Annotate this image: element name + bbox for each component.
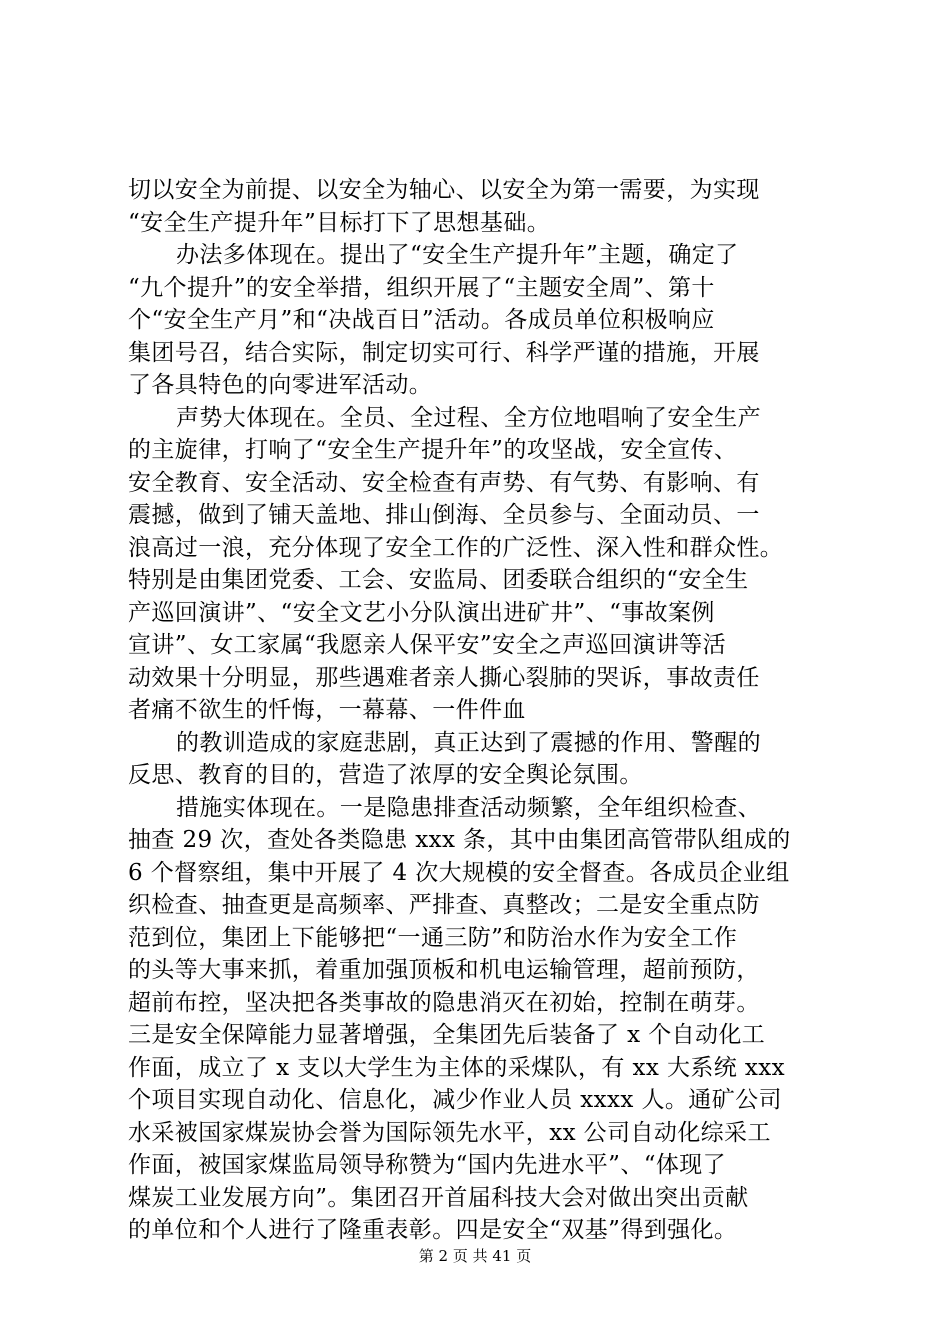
text-line: 动效果十分明显，那些遇难者亲人撕心裂肺的哭诉，事故责任 — [128, 664, 760, 691]
text-line: 抽查 29 次，查处各类隐患 xxx 条，其中由集团高管带队组成的 — [128, 827, 791, 853]
text-line: 煤炭工业发展方向”。集团召开首届科技大会对做出突出贡献 — [128, 1184, 749, 1211]
text-line: 产巡回演讲”、“安全文艺小分队演出进矿井”、“事故案例 — [128, 599, 715, 626]
text-line: “安全生产提升年”目标打下了思想基础。 — [128, 209, 551, 236]
text-line: “九个提升”的安全举措，组织开展了“主题安全周”、第十 — [128, 274, 715, 301]
text-line: 水采被国家煤炭协会誉为国际领先水平，xx 公司自动化综采工 — [128, 1119, 771, 1146]
text-line: 了各具特色的向零进军活动。 — [128, 372, 433, 398]
text-line: 个“安全生产月”和“决战百日”活动。各成员单位积极响应 — [128, 307, 715, 333]
text-line: 措施实体现在。一是隐患排查活动频繁，全年组织检查、 — [176, 794, 761, 821]
document-body — [128, 174, 840, 1247]
text-line: 三是安全保障能力显著增强，全集团先后装备了 x 个自动化工 — [128, 1022, 766, 1048]
text-line: 办法多体现在。提出了“安全生产提升年”主题，确定了 — [176, 242, 739, 268]
text-line: 特别是由集团党委、工会、安监局、团委联合组织的“安全生 — [128, 567, 749, 593]
text-line: 安全教育、安全活动、安全检查有声势、有气势、有影响、有 — [128, 469, 760, 496]
text-line: 的主旋律，打响了“安全生产提升年”的攻坚战，安全宣传、 — [128, 437, 738, 463]
text-line: 者痛不欲生的忏悔，一幕幕、一件件血 — [128, 697, 526, 723]
text-line: 作面，被国家煤监局领导称赞为“国内先进水平”、“体现了 — [128, 1152, 727, 1178]
page-footer: 第 2 页 共 41 页 — [418, 1247, 532, 1265]
text-line: 6 个督察组，集中开展了 4 次大规模的安全督查。各成员企业组 — [128, 859, 790, 886]
text-line: 震撼，做到了铺天盖地、排山倒海、全员参与、全面动员、一 — [128, 502, 760, 528]
text-line: 作面，成立了 x 支以大学生为主体的采煤队，有 xx 大系统 xxx — [128, 1054, 785, 1081]
text-line: 织检查、抽查更是高频率、严排查、真整改；二是安全重点防 — [128, 892, 760, 918]
text-line: 范到位，集团上下能够把“一通三防”和防治水作为安全工作 — [128, 924, 738, 951]
text-line: 宣讲”、女工家属“我愿亲人保平安”安全之声巡回演讲等活 — [128, 632, 727, 658]
text-line: 的头等大事来抓，着重加强顶板和机电运输管理，超前预防， — [128, 957, 760, 983]
text-line: 的单位和个人进行了隆重表彰。四是安全“双基”得到强化。 — [128, 1217, 738, 1243]
text-line: 超前布控，坚决把各类事故的隐患消灭在初始，控制在萌芽。 — [128, 989, 760, 1016]
text-line: 浪高过一浪，充分体现了安全工作的广泛性、深入性和群众性。 — [128, 534, 784, 561]
text-line: 集团号召，结合实际，制定切实可行、科学严谨的措施，开展 — [128, 339, 760, 366]
text-line: 切以安全为前提、以安全为轴心、以安全为第一需要，为实现 — [128, 177, 760, 203]
text-line: 声势大体现在。全员、全过程、全方位地唱响了安全生产 — [176, 404, 761, 431]
text-line: 反思、教育的目的，营造了浓厚的安全舆论氛围。 — [128, 762, 643, 788]
text-line: 的教训造成的家庭悲剧，真正达到了震撼的作用、警醒的 — [176, 729, 761, 756]
text-line: 个项目实现自动化、信息化，减少作业人员 xxxx 人。通矿公司 — [128, 1087, 782, 1113]
